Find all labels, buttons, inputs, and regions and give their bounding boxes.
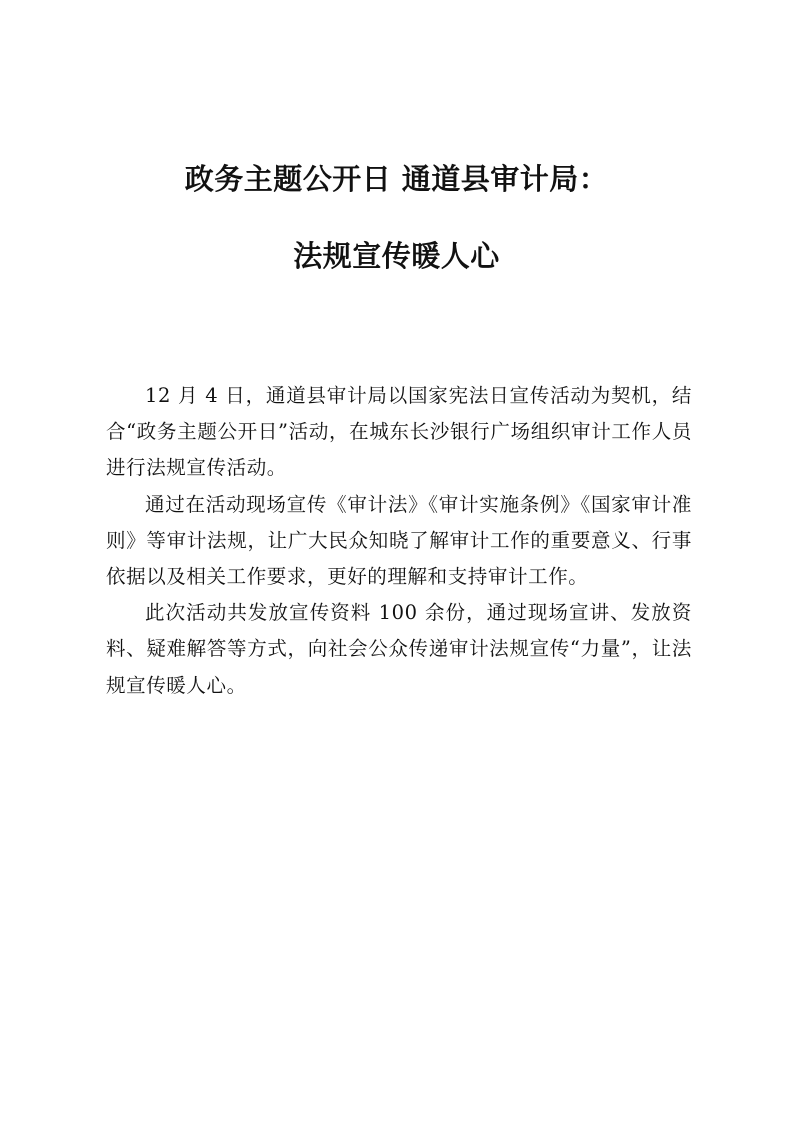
paragraph-1: 12 月 4 日，通道县审计局以国家宪法日宣传活动为契机，结合“政务主题公开日”活动，在城东长沙银行广场组织审计工作人员进行法规宣传活动。 bbox=[106, 384, 692, 480]
paragraph-2: 通过在活动现场宣传《审计法》《审计实施条例》《国家审计准则》等审计法规，让广大民众知晓了解审计工作的重要意义、行事依据以及相关工作要求，更好的理解和支持审计工作。 bbox=[106, 492, 692, 589]
document-body bbox=[106, 378, 692, 704]
paragraph-3: 此次活动共发放宣传资料 100 余份，通过现场宣讲、发放资料、疑难解答等方式，向社会公众传递审计法规宣传“力量”，让法规宣传暖人心。 bbox=[106, 601, 692, 697]
document-title-line-1: 政务主题公开日 通道县审计局： bbox=[184, 162, 609, 196]
document-title-line-2: 法规宣传暖人心 bbox=[293, 239, 500, 273]
